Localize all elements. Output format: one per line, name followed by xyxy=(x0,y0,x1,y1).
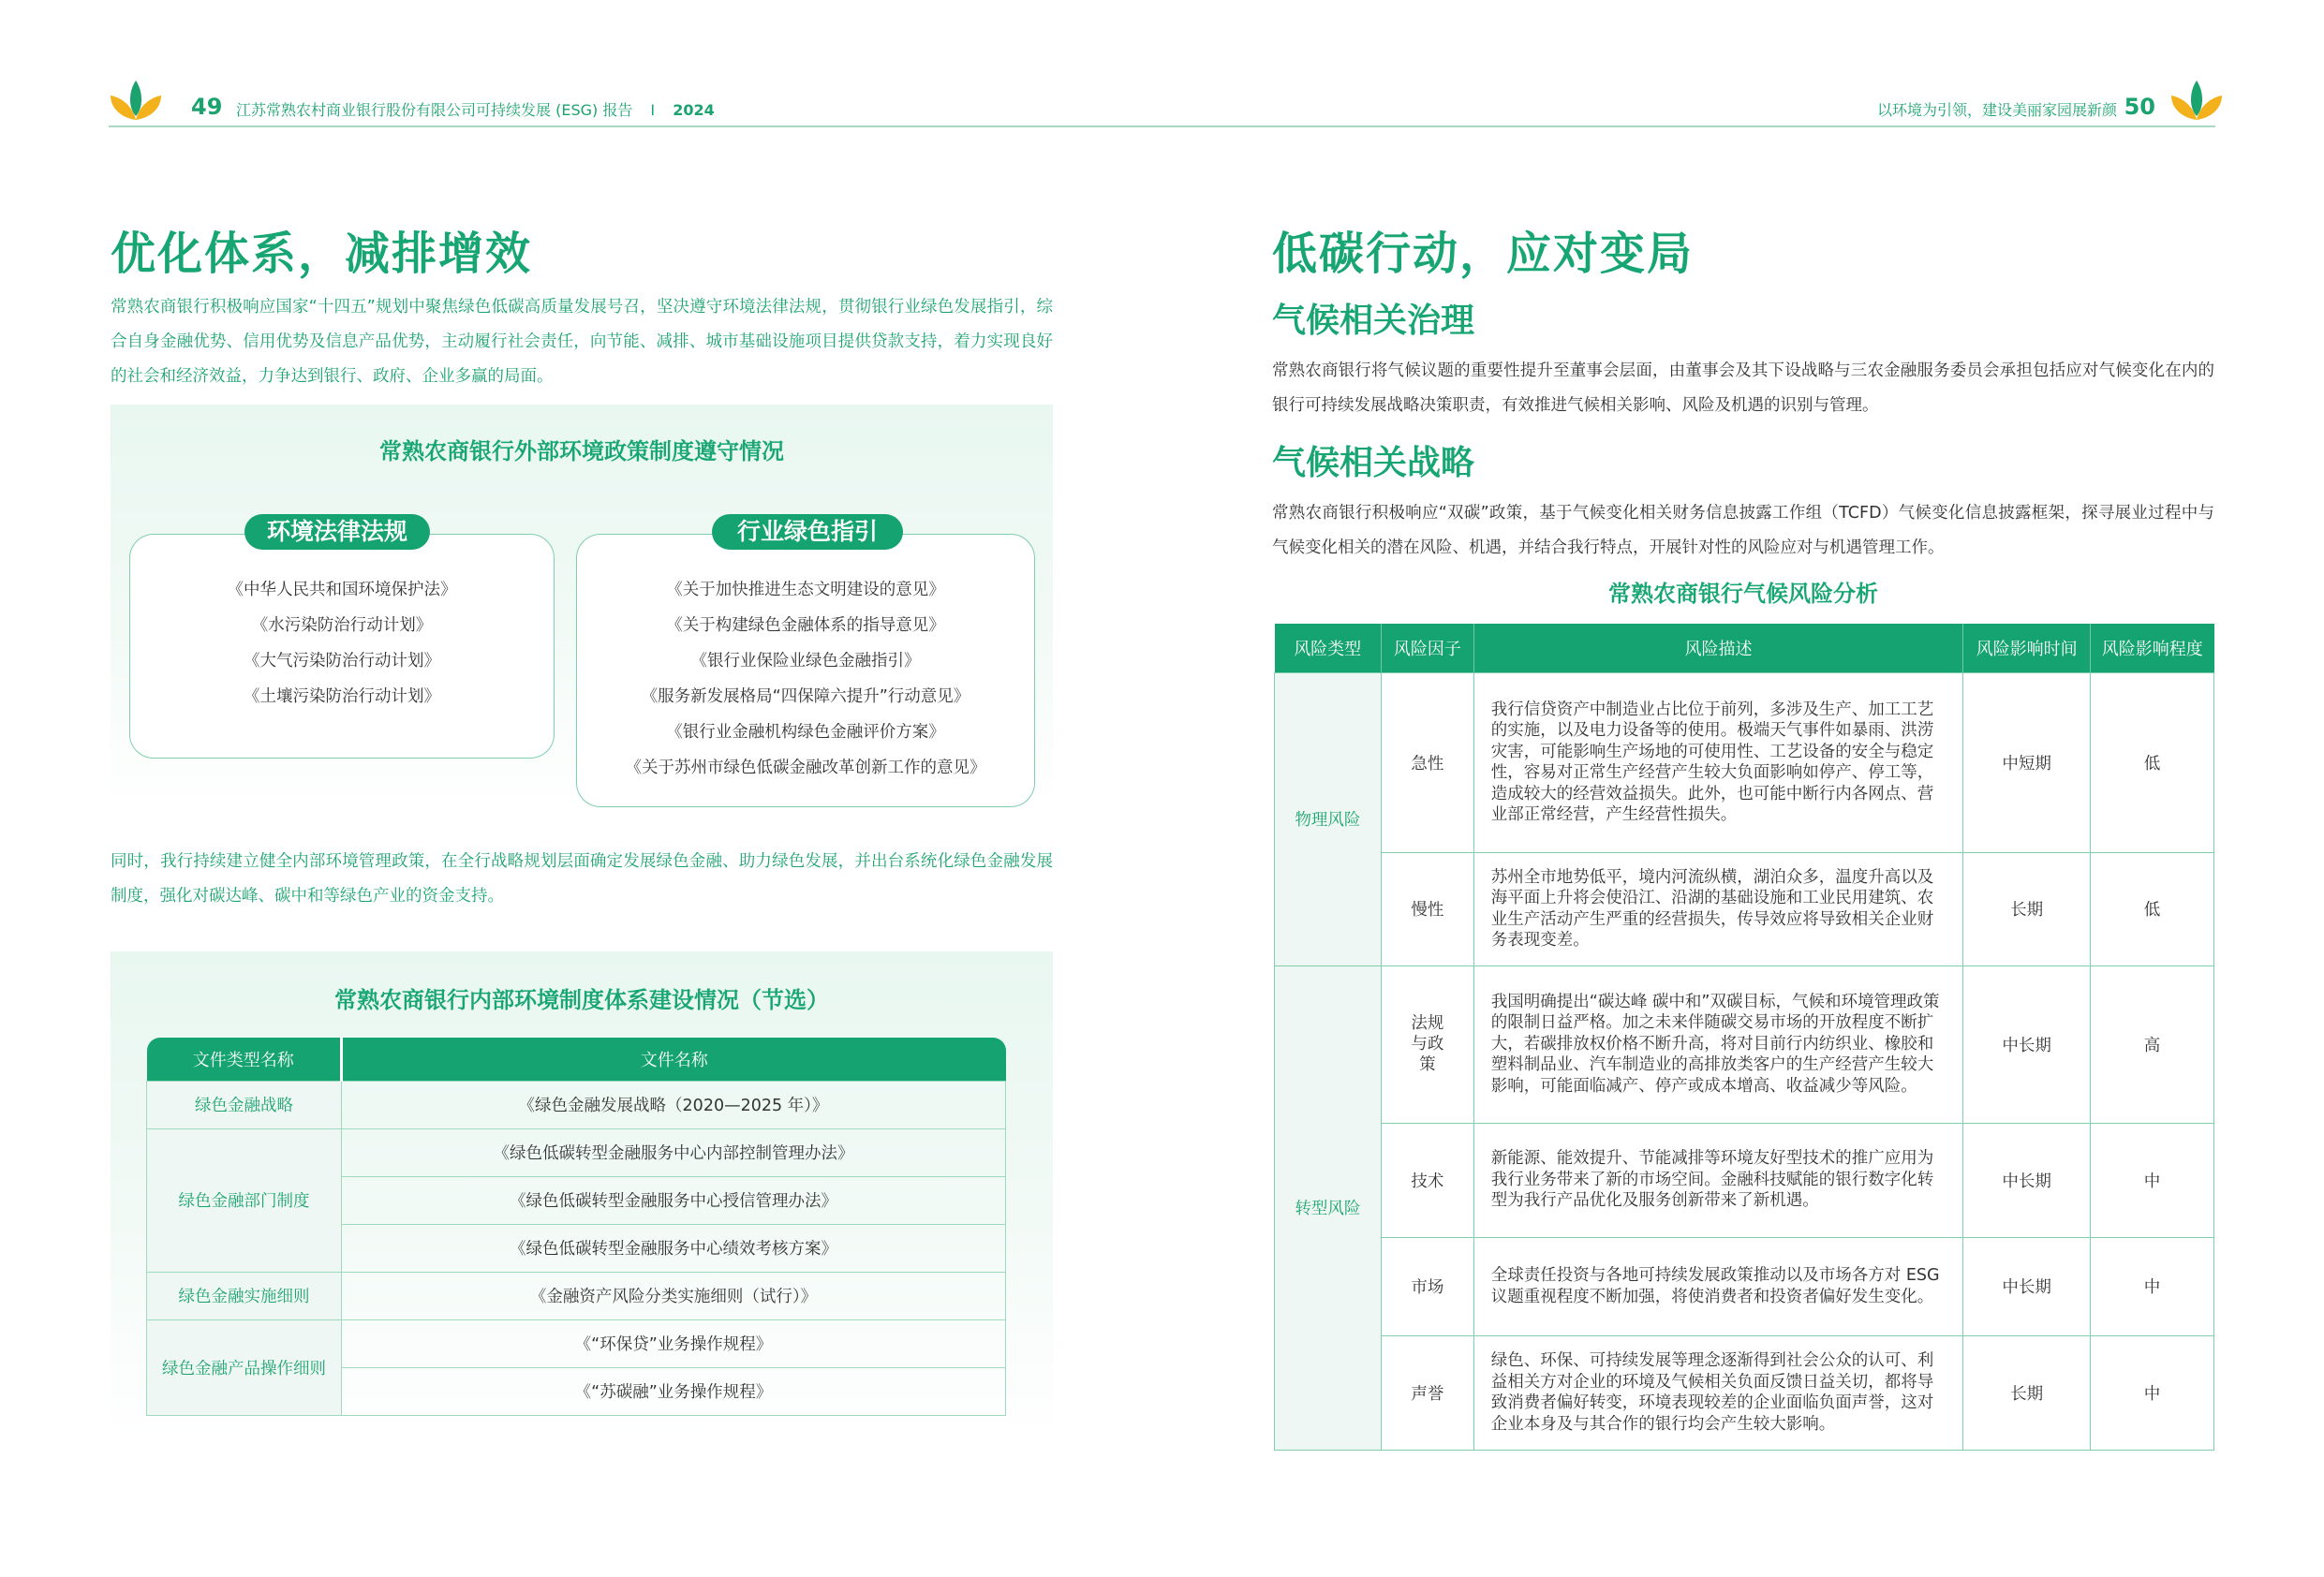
file-name-cell: 《“苏碳融”业务操作规程》 xyxy=(342,1367,1006,1415)
col-header-file-name: 文件名称 xyxy=(342,1038,1006,1081)
left-leaf-logo-icon xyxy=(109,79,163,124)
industry-guides-heading: 行业绿色指引 xyxy=(712,514,903,550)
law-item: 《土壤污染防治行动计划》 xyxy=(244,687,440,706)
external-policy-panel-title: 常熟农商银行外部环境政策制度遵守情况 xyxy=(379,438,784,464)
file-name-cell: 《绿色低碳转型金融服务中心内部控制管理办法》 xyxy=(342,1128,1006,1176)
risk-table-title: 常熟农商银行气候风险分析 xyxy=(1608,581,1878,607)
environmental-laws-heading: 环境法律法规 xyxy=(244,514,430,550)
risk-time-cell: 长期 xyxy=(1963,1335,2091,1450)
guide-item: 《服务新发展格局“四保障六提升”行动意见》 xyxy=(641,687,970,706)
risk-time-cell: 长期 xyxy=(1963,852,2091,965)
left-page-title: 优化体系，减排增效 xyxy=(111,228,533,280)
governance-paragraph: 常熟农商银行将气候议题的重要性提升至董事会层面，由董事会及其下设战略与三农金融服务委员会承担包括应对气候变化在内的银行可持续发展战略决策职责，有效推进气候相关影响、风险及机遇的识别与管理。 xyxy=(1272,361,2214,415)
internal-system-panel-title: 常熟农商银行内部环境制度体系建设情况（节选） xyxy=(334,987,829,1013)
risk-level-cell: 低 xyxy=(2091,852,2214,965)
right-page-title: 低碳行动，应对变局 xyxy=(1272,228,1695,280)
risk-level-cell: 中 xyxy=(2091,1123,2214,1237)
table-row xyxy=(1275,1237,2214,1335)
risk-time-cell: 中长期 xyxy=(1963,1237,2091,1335)
risk-description-cell: 绿色、环保、可持续发展等理念逐渐得到社会公众的认可、利益相关方对企业的环境及气候相关负面反馈日益关切，都将导致消费者偏好转变，环境表现较差的企业面临负面声誉，这对企业本身及与其合作的银行均会产生较大影响。 xyxy=(1473,1335,1962,1450)
risk-description-cell: 全球责任投资与各地可持续发展政策推动以及市场各方对 ESG 议题重视程度不断加强，将使消费者和投资者偏好发生变化。 xyxy=(1473,1237,1962,1335)
strategy-paragraph: 常熟农商银行积极响应“双碳”政策，基于气候变化相关财务信息披露工作组（TCFD）气候变化信息披露框架，探寻展业过程中与气候变化相关的潜在风险、机遇，并结合我行特点，开展针对性的风险应对与机遇管理工作。 xyxy=(1272,504,2214,557)
risk-level-cell: 高 xyxy=(2091,965,2214,1123)
risk-factor-cell: 慢性 xyxy=(1381,852,1473,965)
left-intro-paragraph: 常熟农商银行积极响应国家“十四五”规划中聚焦绿色低碳高质量发展号召，坚决遵守环境法律法规，贯彻银行业绿色发展指引，综合自身金融优势、信用优势及信息产品优势，主动履行社会责任，向节能、减排、城市基础设施项目提供贷款支持，着力实现良好的社会和经济效益，力争达到银行、政府、企业多赢的局面。 xyxy=(111,298,1053,386)
guide-item: 《银行业保险业绿色金融指引》 xyxy=(690,652,921,671)
table-row xyxy=(147,1319,1006,1367)
table-header-row xyxy=(1275,624,2214,672)
col-header-risk-level: 风险影响程度 xyxy=(2091,624,2214,672)
risk-description-cell: 新能源、能效提升、节能减排等环境友好型技术的推广应用为我行业务带来了新的市场空间。金融科技赋能的银行数字化转型为我行产品优化及服务创新带来了新机遇。 xyxy=(1473,1123,1962,1237)
law-item: 《中华人民共和国环境保护法》 xyxy=(227,581,457,599)
left-middle-paragraph: 同时，我行持续建立健全内部环境管理政策，在全行战略规划层面确定发展绿色金融、助力绿色发展，并出台系统化绿色金融发展制度，强化对碳达峰、碳中和等绿色产业的资金支持。 xyxy=(111,852,1053,906)
left-header-divider xyxy=(109,125,1162,127)
file-type-cell: 绿色金融产品操作细则 xyxy=(147,1319,342,1415)
risk-level-cell: 中 xyxy=(2091,1335,2214,1450)
risk-factor-cell: 急性 xyxy=(1381,672,1473,852)
table-row xyxy=(1275,1123,2214,1237)
table-row xyxy=(147,1081,1006,1128)
right-leaf-logo-icon xyxy=(2169,79,2224,124)
col-header-risk-description: 风险描述 xyxy=(1473,624,1962,672)
file-type-cell: 绿色金融部门制度 xyxy=(147,1128,342,1272)
risk-description-cell: 苏州全市地势低平，境内河流纵横，湖泊众多，温度升高以及海平面上升将会使沿江、沿湖的基础设施和工业民用建筑、农业生产活动产生严重的经营损失，传导效应将导致相关企业财务表现变差。 xyxy=(1473,852,1962,965)
table-row xyxy=(1275,965,2214,1123)
file-name-cell: 《绿色低碳转型金融服务中心授信管理办法》 xyxy=(342,1176,1006,1224)
col-header-file-type: 文件类型名称 xyxy=(147,1038,342,1081)
right-header-title: 以环境为引领，建设美丽家园展新颜 xyxy=(1876,101,2117,119)
risk-factor-text: 法规与政策 xyxy=(1411,1014,1444,1074)
environmental-laws-box xyxy=(129,534,555,759)
col-header-risk-time: 风险影响时间 xyxy=(1963,624,2091,672)
header-separator: I xyxy=(650,101,656,119)
col-header-risk-type: 风险类型 xyxy=(1275,624,1382,672)
guide-item: 《关于苏州市绿色低碳金融改革创新工作的意见》 xyxy=(625,759,986,777)
file-type-cell: 绿色金融实施细则 xyxy=(147,1272,342,1319)
table-row xyxy=(1275,672,2214,852)
right-header-divider xyxy=(1162,125,2215,127)
law-item: 《水污染防治行动计划》 xyxy=(251,616,433,635)
file-name-cell: 《金融资产风险分类实施细则（试行）》 xyxy=(342,1272,1006,1319)
file-name-cell: 《绿色金融发展战略（2020—2025 年）》 xyxy=(342,1081,1006,1128)
law-item: 《大气污染防治行动计划》 xyxy=(244,652,440,671)
table-row xyxy=(1275,852,2214,965)
table-header-row xyxy=(147,1038,1006,1081)
file-type-cell: 绿色金融战略 xyxy=(147,1081,342,1128)
risk-type-cell: 物理风险 xyxy=(1275,672,1382,965)
risk-type-cell: 转型风险 xyxy=(1275,965,1382,1450)
table-row xyxy=(1275,1335,2214,1450)
risk-time-cell: 中短期 xyxy=(1963,672,2091,852)
file-name-cell: 《绿色低碳转型金融服务中心绩效考核方案》 xyxy=(342,1224,1006,1272)
risk-level-cell: 低 xyxy=(2091,672,2214,852)
right-page-number: 50 xyxy=(2124,94,2155,120)
risk-description-cell: 我国明确提出“碳达峰 碳中和”双碳目标，气候和环境管理政策的限制日益严格。加之未来伴随碳交易市场的开放程度不断扩大，若碳排放权价格不断升高，将对目前行内纺织业、橡胶和塑料制品业、汽车制造业的高排放类客户的生产经营产生较大影响，可能面临减产、停产或成本增高、收益减少等风险。 xyxy=(1473,965,1962,1123)
risk-description-cell: 我行信贷资产中制造业占比位于前列，多涉及生产、加工工艺的实施，以及电力设备等的使用。极端天气事件如暴雨、洪涝灾害，可能影响生产场地的可使用性、工艺设备的安全与稳定性，容易对正常生产经营产生较大负面影响如停产、停工等，造成较大的经营效益损失。此外，也可能中断行内各网点、营业部正常经营，产生经营性损失。 xyxy=(1473,672,1962,852)
risk-factor-cell xyxy=(1381,965,1473,1123)
risk-factor-cell: 市场 xyxy=(1381,1237,1473,1335)
guide-item: 《关于加快推进生态文明建设的意见》 xyxy=(666,581,945,599)
file-name-cell: 《“环保贷”业务操作规程》 xyxy=(342,1319,1006,1367)
col-header-risk-factor: 风险因子 xyxy=(1381,624,1473,672)
industry-guides-list xyxy=(577,572,1034,786)
risk-time-cell: 中长期 xyxy=(1963,1123,2091,1237)
climate-risk-table xyxy=(1274,624,2214,1451)
external-policy-panel xyxy=(111,405,1053,809)
report-name: 江苏常熟农村商业银行股份有限公司可持续发展 (ESG) 报告 xyxy=(236,101,633,119)
left-header-title xyxy=(236,98,715,120)
governance-heading: 气候相关治理 xyxy=(1272,302,1475,340)
risk-factor-cell: 声誉 xyxy=(1381,1335,1473,1450)
industry-guides-box xyxy=(576,534,1035,807)
left-page-number: 49 xyxy=(191,94,223,120)
guide-item: 《银行业金融机构绿色金融评价方案》 xyxy=(666,723,945,742)
risk-factor-cell: 技术 xyxy=(1381,1123,1473,1237)
table-row xyxy=(147,1128,1006,1176)
guide-item: 《关于构建绿色金融体系的指导意见》 xyxy=(666,616,945,635)
environmental-laws-list xyxy=(130,572,554,715)
internal-system-table xyxy=(146,1038,1006,1416)
strategy-heading: 气候相关战略 xyxy=(1272,444,1475,482)
risk-level-cell: 中 xyxy=(2091,1237,2214,1335)
risk-time-cell: 中长期 xyxy=(1963,965,2091,1123)
table-row xyxy=(147,1272,1006,1319)
report-year: 2024 xyxy=(673,101,715,119)
